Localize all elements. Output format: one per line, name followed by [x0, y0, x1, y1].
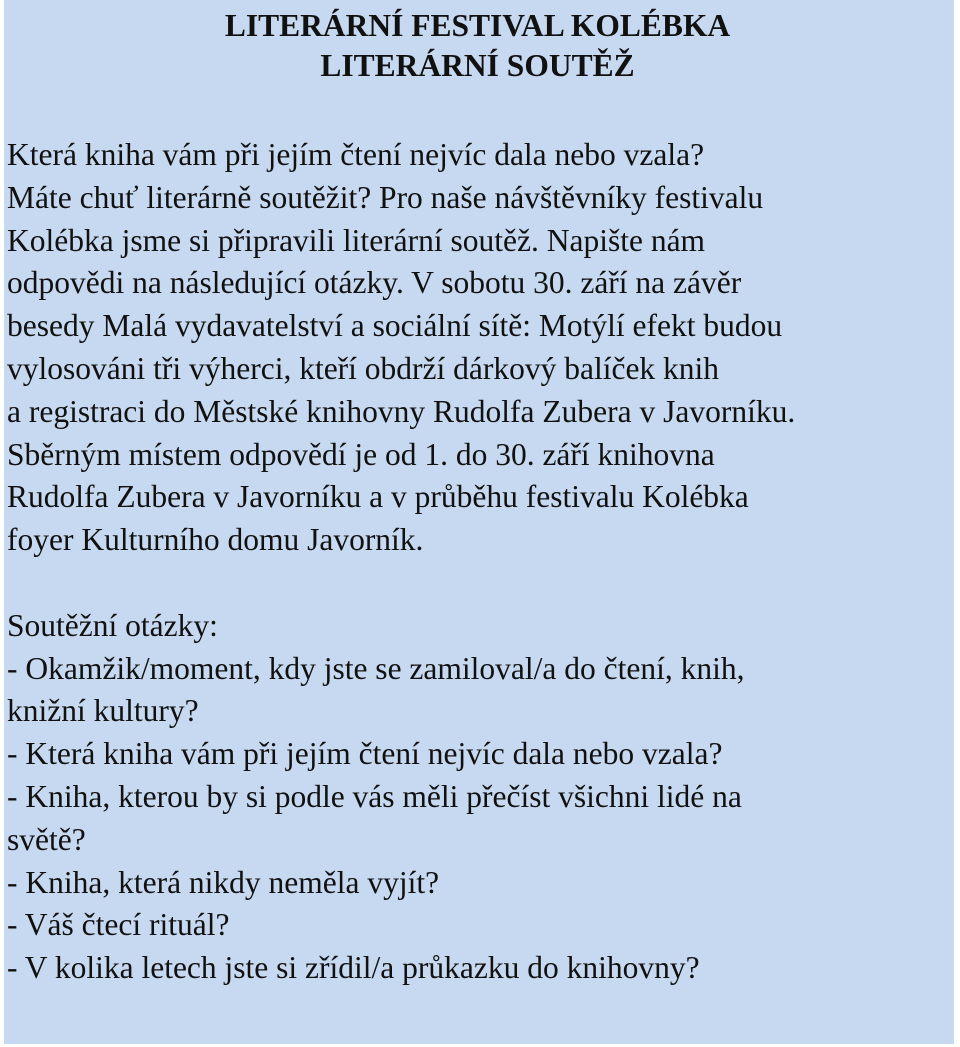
- question-line: - Kniha, která nikdy neměla vyjít?: [7, 864, 440, 900]
- question-line: - V kolika letech jste si zřídil/a průkazku do knihovny?: [7, 950, 700, 986]
- intro-line: Kolébka jsme si připravili literární soutěž. Napište nám: [7, 222, 706, 258]
- spacer: [7, 562, 948, 605]
- question-line: knižní kultury?: [7, 693, 199, 729]
- spacer: [7, 86, 948, 134]
- question-line: světě?: [7, 821, 86, 857]
- title-line-1: LITERÁRNÍ FESTIVAL KOLÉBKA: [224, 8, 731, 43]
- question-line: - Která kniha vám při jejím čtení nejvíc dala nebo vzala?: [7, 736, 723, 772]
- questions-section: [7, 605, 948, 990]
- intro-line: Která kniha vám při jejím čtení nejvíc dala nebo vzala?: [7, 137, 705, 172]
- document-title: [7, 6, 948, 86]
- intro-line: besedy Malá vydavatelství a sociální sítě: Motýlí efekt budou: [7, 308, 783, 344]
- document-panel: [4, 0, 954, 1044]
- intro-line: Máte chuť literárně soutěžit? Pro naše návštěvníky festivalu: [7, 179, 764, 215]
- intro-line: Rudolfa Zubera v Javorníku a v průběhu festivalu Kolébka: [7, 479, 749, 515]
- intro-line: a registraci do Městské knihovny Rudolfa Zubera v Javorníku.: [7, 393, 796, 429]
- intro-line: vylosováni tři výherci, kteří obdrží dárkový balíček knih: [7, 350, 720, 386]
- questions-heading: Soutěžní otázky:: [7, 607, 218, 643]
- title-line-2: LITERÁRNÍ SOUTĚŽ: [320, 48, 635, 83]
- question-line: - Váš čtecí rituál?: [7, 907, 230, 943]
- intro-paragraph: [7, 134, 948, 562]
- question-line: - Kniha, kterou by si podle vás měli přečíst všichni lidé na: [7, 778, 742, 814]
- intro-line: Sběrným místem odpovědí je od 1. do 30. září knihovna: [7, 436, 715, 472]
- intro-line: foyer Kulturního domu Javorník.: [7, 522, 424, 558]
- intro-line: odpovědi na následující otázky. V sobotu 30. září na závěr: [7, 265, 742, 301]
- question-line: - Okamžik/moment, kdy jste se zamiloval/a do čtení, knih,: [7, 650, 745, 686]
